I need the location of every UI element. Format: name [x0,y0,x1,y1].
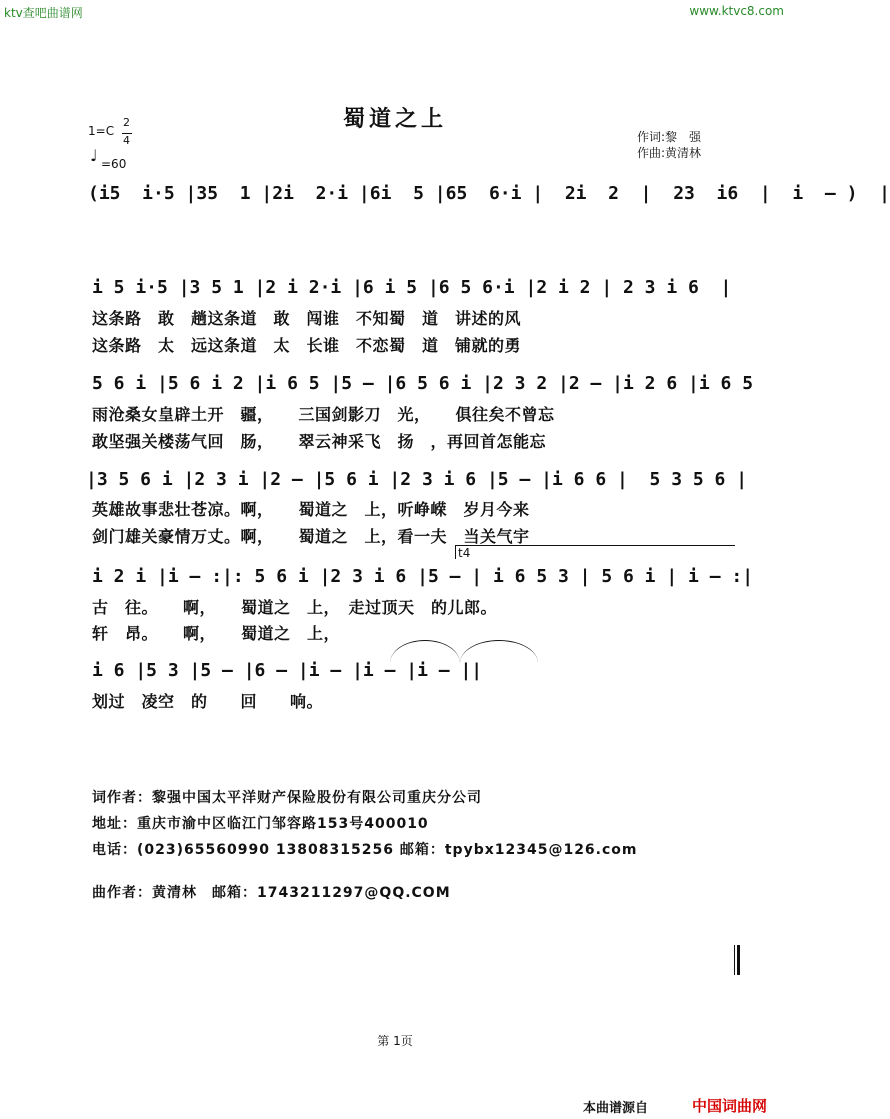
page-number: 第 1页 [377,1034,413,1048]
lyric-row-4-verse-2: 轩 昂。 啊， 蜀道之 上， [92,624,341,643]
time-signature-divider [122,133,132,134]
address-info: 地址：重庆市渝中区临江门邹容路153号400010 [92,816,429,832]
volta-bracket-start [455,545,456,559]
composer-credit: 作曲:黄清林 [637,146,702,160]
lyric-row-2-verse-1: 雨沧桑女皇辟土开 疆， 三国剑影刀 光， 俱往矣不曾忘 [92,405,555,424]
final-barline-thin [734,945,735,975]
footer-brand-link[interactable]: 中国词曲网 [692,1097,768,1115]
time-signature-top: 2 [123,116,130,129]
lyric-row-5: 划过 凌空 的 回 响。 [92,692,324,711]
time-signature-bottom: 4 [123,134,130,147]
notation-row-1: i 5 i·5 |3 5 1 |2 i 2·i |6 i 5 |6 5 6·i |2 i 2 | 2 3 i 6 | [92,277,732,298]
volta-bracket [455,545,735,546]
song-title: 蜀道之上 [342,107,447,132]
lyric-row-1-verse-2: 这条路 太 远这条道 太 长谁 不恋蜀 道 铺就的勇 [92,336,522,355]
footer-source-label: 本曲谱源自 [583,1101,649,1116]
composer-info: 曲作者：黄清林 邮箱：1743211297@QQ.COM [92,885,451,901]
volta-label: t4 [458,546,471,560]
watermark-right: www.ktvc8.com [689,4,784,18]
final-barline-thick [737,945,740,975]
lyric-row-3-verse-2: 剑门雄关豪情万丈。啊， 蜀道之 上，看一夫 当关气宇 [92,527,530,546]
phone-email-info: 电话：(023)65560990 13808315256 邮箱：tpybx12345@126.com [92,842,638,858]
notation-row-2: 5 6 i |5 6 i 2 |i 6 5 |5 – |6 5 6 i |2 3 2 |2 – |i 2 6 |i 6 5 [92,373,754,394]
lyricist-credit: 作词:黎 强 [637,130,702,144]
watermark-left: ktv查吧曲谱网 [4,6,83,20]
quarter-note-icon: ♩ [90,146,98,165]
lyric-row-4-verse-1: 古 往。 啊， 蜀道之 上， 走过顶天 的儿郎。 [92,598,498,617]
tempo-marking: =60 [101,157,127,171]
notation-row-5: i 6 |5 3 |5 – |6 – |i – |i – |i – || [92,660,483,681]
lyricist-info: 词作者：黎强中国太平洋财产保险股份有限公司重庆分公司 [92,790,482,806]
lyric-row-3-verse-1: 英雄故事悲壮苍凉。啊， 蜀道之 上，听峥嵘 岁月今来 [92,500,530,519]
notation-row-intro: (i5 i·5 |35 1 |2i 2·i |6i 5 |65 6·i | 2i 2 | 23 i6 | i – ) | [88,183,890,204]
lyric-row-2-verse-2: 敢坚强关楼荡气回 肠， 翠云神采飞 扬 ，再回首怎能忘 [92,432,547,451]
key-signature: 1=C [88,124,115,138]
notation-row-4: i 2 i |i – :|: 5 6 i |2 3 i 6 |5 – | i 6 5 3 | 5 6 i | i – :| [92,566,754,587]
notation-row-3: |3 5 6 i |2 3 i |2 – |5 6 i |2 3 i 6 |5 – |i 6 6 | 5 3 5 6 | [86,469,748,490]
lyric-row-1-verse-1: 这条路 敢 趟这条道 敢 闯谁 不知蜀 道 讲述的风 [92,309,522,328]
